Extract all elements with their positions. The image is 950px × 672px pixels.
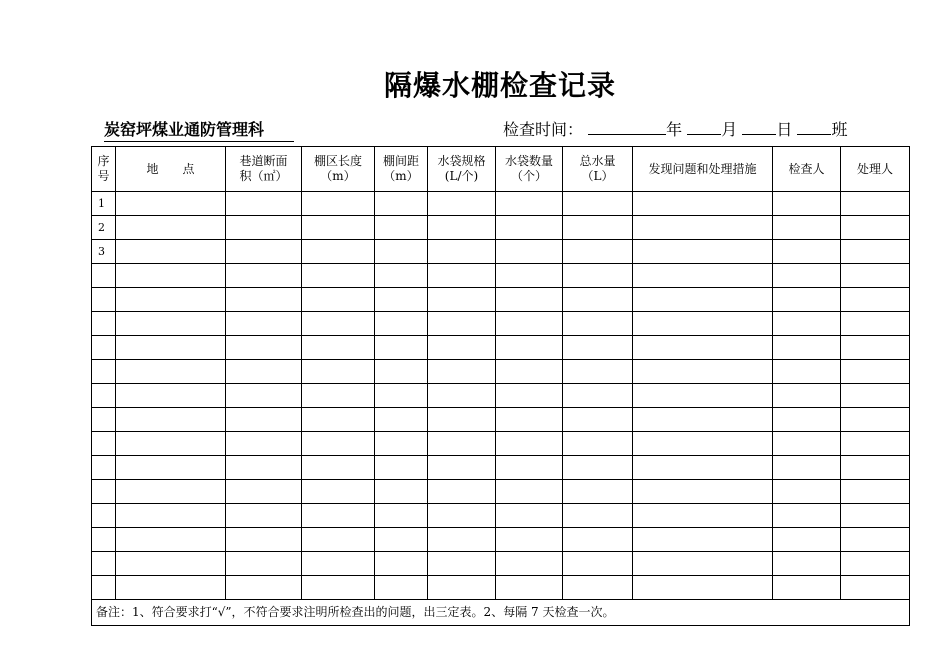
table-cell[interactable] — [563, 552, 633, 576]
table-cell[interactable] — [428, 408, 496, 432]
table-cell[interactable] — [633, 312, 773, 336]
table-cell[interactable] — [841, 264, 910, 288]
table-cell[interactable] — [496, 432, 563, 456]
table-cell[interactable] — [841, 288, 910, 312]
table-cell[interactable] — [563, 480, 633, 504]
table-cell[interactable] — [302, 432, 375, 456]
table-cell[interactable] — [116, 240, 226, 264]
table-cell[interactable] — [841, 432, 910, 456]
table-cell[interactable] — [226, 360, 302, 384]
header-bag-spec: 水袋规格 (L/个) — [428, 147, 496, 192]
table-cell[interactable] — [773, 336, 841, 360]
table-cell[interactable] — [633, 216, 773, 240]
header-total-water: 总水量 （L） — [563, 147, 633, 192]
table-cell[interactable] — [302, 336, 375, 360]
month-blank[interactable] — [687, 120, 721, 135]
header-bag-count: 水袋数量 （个） — [496, 147, 563, 192]
table-cell[interactable] — [302, 408, 375, 432]
table-row — [92, 288, 910, 312]
table-cell[interactable] — [302, 384, 375, 408]
table-cell[interactable] — [428, 264, 496, 288]
table-cell[interactable] — [428, 432, 496, 456]
table-cell[interactable] — [116, 456, 226, 480]
table-cell[interactable] — [841, 240, 910, 264]
row-number — [92, 456, 116, 480]
table-cell[interactable] — [226, 384, 302, 408]
table-cell[interactable] — [375, 504, 428, 528]
table-cell[interactable] — [375, 192, 428, 216]
table-cell[interactable] — [375, 432, 428, 456]
table-cell[interactable] — [773, 408, 841, 432]
table-cell[interactable] — [633, 528, 773, 552]
table-cell[interactable] — [428, 240, 496, 264]
table-cell[interactable] — [563, 576, 633, 600]
table-cell[interactable] — [496, 504, 563, 528]
table-row — [92, 240, 910, 264]
table-cell[interactable] — [496, 336, 563, 360]
table-cell[interactable] — [773, 264, 841, 288]
table-cell[interactable] — [563, 456, 633, 480]
table-cell[interactable] — [841, 408, 910, 432]
table-cell[interactable] — [496, 264, 563, 288]
table-cell[interactable] — [375, 552, 428, 576]
table-cell[interactable] — [633, 408, 773, 432]
table-cell[interactable] — [841, 576, 910, 600]
table-cell[interactable] — [773, 360, 841, 384]
shift-blank[interactable] — [797, 120, 831, 135]
row-number: 2 — [92, 216, 116, 240]
table-cell[interactable] — [563, 264, 633, 288]
table-cell[interactable] — [302, 360, 375, 384]
table-cell[interactable] — [633, 264, 773, 288]
row-number — [92, 480, 116, 504]
table-row — [92, 552, 910, 576]
row-number: 1 — [92, 192, 116, 216]
row-number — [92, 312, 116, 336]
table-cell[interactable] — [563, 240, 633, 264]
table-cell[interactable] — [496, 528, 563, 552]
table-row — [92, 192, 910, 216]
table-cell[interactable] — [633, 504, 773, 528]
table-cell[interactable] — [116, 216, 226, 240]
table-cell[interactable] — [375, 312, 428, 336]
table-cell[interactable] — [841, 360, 910, 384]
department-label: 炭窑坪煤业通防管理科 — [104, 117, 294, 142]
table-cell[interactable] — [563, 216, 633, 240]
header-handler: 处理人 — [841, 147, 910, 192]
row-number: 3 — [92, 240, 116, 264]
table-cell[interactable] — [116, 432, 226, 456]
table-cell[interactable] — [773, 528, 841, 552]
day-label: 日 — [776, 120, 793, 139]
table-cell[interactable] — [563, 504, 633, 528]
table-cell[interactable] — [302, 312, 375, 336]
table-cell[interactable] — [375, 360, 428, 384]
header-row — [92, 147, 910, 192]
table-cell[interactable] — [428, 456, 496, 480]
table-cell[interactable] — [496, 192, 563, 216]
header-seq: 序 号 — [92, 147, 116, 192]
table-cell[interactable] — [633, 384, 773, 408]
header-section-area: 巷道断面 积（㎡） — [226, 147, 302, 192]
table-cell[interactable] — [226, 552, 302, 576]
table-row — [92, 384, 910, 408]
table-cell[interactable] — [496, 240, 563, 264]
table-cell[interactable] — [302, 456, 375, 480]
row-number — [92, 360, 116, 384]
row-number — [92, 504, 116, 528]
table-cell[interactable] — [428, 312, 496, 336]
header-shed-length: 棚区长度 （m） — [302, 147, 375, 192]
table-cell[interactable] — [633, 480, 773, 504]
table-cell[interactable] — [563, 408, 633, 432]
table-row — [92, 360, 910, 384]
table-cell[interactable] — [841, 336, 910, 360]
table-cell[interactable] — [773, 552, 841, 576]
table-cell[interactable] — [428, 576, 496, 600]
table-row — [92, 456, 910, 480]
inspection-table — [91, 146, 910, 626]
table-cell[interactable] — [302, 288, 375, 312]
table-cell[interactable] — [375, 216, 428, 240]
table-cell[interactable] — [496, 216, 563, 240]
table-cell[interactable] — [841, 216, 910, 240]
table-cell[interactable] — [116, 552, 226, 576]
header-inspector: 检查人 — [773, 147, 841, 192]
table-cell[interactable] — [841, 192, 910, 216]
table-cell[interactable] — [428, 528, 496, 552]
header-issues: 发现问题和处理措施 — [633, 147, 773, 192]
day-blank[interactable] — [742, 120, 776, 135]
table-cell[interactable] — [773, 480, 841, 504]
table-cell[interactable] — [841, 312, 910, 336]
row-number — [92, 432, 116, 456]
row-number — [92, 384, 116, 408]
table-cell[interactable] — [633, 192, 773, 216]
table-cell[interactable] — [226, 264, 302, 288]
shift-label: 班 — [831, 120, 848, 139]
table-cell[interactable] — [428, 384, 496, 408]
table-cell[interactable] — [633, 432, 773, 456]
table-cell[interactable] — [302, 552, 375, 576]
table-cell[interactable] — [375, 480, 428, 504]
table-cell[interactable] — [563, 192, 633, 216]
table-cell[interactable] — [116, 336, 226, 360]
row-number — [92, 264, 116, 288]
table-cell[interactable] — [302, 192, 375, 216]
note-row — [92, 600, 910, 626]
table-row — [92, 336, 910, 360]
header-shed-spacing: 棚间距 （m） — [375, 147, 428, 192]
table-cell[interactable] — [116, 264, 226, 288]
table-cell[interactable] — [563, 528, 633, 552]
table-cell[interactable] — [496, 384, 563, 408]
table-cell[interactable] — [375, 456, 428, 480]
table-cell[interactable] — [496, 480, 563, 504]
row-number — [92, 528, 116, 552]
table-cell[interactable] — [375, 240, 428, 264]
table-row — [92, 312, 910, 336]
table-cell[interactable] — [116, 312, 226, 336]
table-cell[interactable] — [773, 504, 841, 528]
row-number — [92, 576, 116, 600]
table-cell[interactable] — [773, 288, 841, 312]
row-number — [92, 336, 116, 360]
table-cell[interactable] — [226, 408, 302, 432]
table-cell[interactable] — [302, 504, 375, 528]
table-cell[interactable] — [633, 456, 773, 480]
table-cell[interactable] — [563, 432, 633, 456]
table-cell[interactable] — [496, 552, 563, 576]
table-cell[interactable] — [116, 528, 226, 552]
table-cell[interactable] — [302, 216, 375, 240]
table-cell[interactable] — [773, 576, 841, 600]
year-blank[interactable] — [588, 120, 666, 135]
table-cell[interactable] — [226, 312, 302, 336]
row-number — [92, 552, 116, 576]
table-cell[interactable] — [116, 408, 226, 432]
table-cell[interactable] — [773, 432, 841, 456]
table-cell[interactable] — [226, 216, 302, 240]
table-cell[interactable] — [841, 528, 910, 552]
table-cell[interactable] — [226, 192, 302, 216]
table-cell[interactable] — [496, 360, 563, 384]
table-cell[interactable] — [375, 288, 428, 312]
table-cell[interactable] — [633, 576, 773, 600]
table-cell[interactable] — [116, 288, 226, 312]
table-cell[interactable] — [302, 480, 375, 504]
table-cell[interactable] — [496, 288, 563, 312]
check-time-label: 检查时间： — [503, 120, 584, 139]
table-cell[interactable] — [841, 552, 910, 576]
table-cell[interactable] — [226, 240, 302, 264]
table-row — [92, 504, 910, 528]
table-cell[interactable] — [428, 552, 496, 576]
table-cell[interactable] — [841, 384, 910, 408]
table-cell[interactable] — [302, 240, 375, 264]
table-cell[interactable] — [633, 336, 773, 360]
table-cell[interactable] — [428, 480, 496, 504]
note-text: 备注：1、符合要求打“√”，不符合要求注明所检查出的问题，出三定表。2、每隔 7 天检查一次。 — [92, 600, 910, 626]
table-cell[interactable] — [428, 336, 496, 360]
table-row — [92, 576, 910, 600]
table-row — [92, 528, 910, 552]
table-cell[interactable] — [841, 480, 910, 504]
table-cell[interactable] — [773, 384, 841, 408]
table-cell[interactable] — [563, 312, 633, 336]
table-cell[interactable] — [563, 360, 633, 384]
table-cell[interactable] — [116, 360, 226, 384]
table-row — [92, 264, 910, 288]
table-cell[interactable] — [375, 336, 428, 360]
table-cell[interactable] — [496, 576, 563, 600]
year-label: 年 — [666, 120, 683, 139]
table-cell[interactable] — [116, 192, 226, 216]
table-cell[interactable] — [428, 192, 496, 216]
table-cell[interactable] — [496, 408, 563, 432]
table-cell[interactable] — [841, 456, 910, 480]
table-cell[interactable] — [375, 528, 428, 552]
table-cell[interactable] — [773, 312, 841, 336]
check-time-line — [503, 117, 847, 140]
table-cell[interactable] — [633, 552, 773, 576]
table-cell[interactable] — [226, 480, 302, 504]
table-cell[interactable] — [841, 504, 910, 528]
table-cell[interactable] — [302, 576, 375, 600]
table-cell[interactable] — [563, 384, 633, 408]
table-cell[interactable] — [226, 288, 302, 312]
header-location: 地点 — [116, 147, 226, 192]
table-row — [92, 480, 910, 504]
table-cell[interactable] — [428, 216, 496, 240]
table-row — [92, 432, 910, 456]
table-cell[interactable] — [428, 288, 496, 312]
table-cell[interactable] — [633, 360, 773, 384]
table-cell[interactable] — [773, 240, 841, 264]
table-cell[interactable] — [428, 360, 496, 384]
table-cell[interactable] — [116, 480, 226, 504]
table-cell[interactable] — [633, 288, 773, 312]
table-cell[interactable] — [226, 456, 302, 480]
table-cell[interactable] — [496, 312, 563, 336]
table-cell[interactable] — [116, 576, 226, 600]
table-cell[interactable] — [428, 504, 496, 528]
table-cell[interactable] — [226, 432, 302, 456]
table-cell[interactable] — [773, 192, 841, 216]
table-cell[interactable] — [302, 264, 375, 288]
month-label: 月 — [721, 120, 738, 139]
table-cell[interactable] — [773, 216, 841, 240]
table-cell[interactable] — [563, 288, 633, 312]
table-cell[interactable] — [375, 408, 428, 432]
table-cell[interactable] — [226, 576, 302, 600]
table-cell[interactable] — [773, 456, 841, 480]
table-cell[interactable] — [116, 504, 226, 528]
table-row — [92, 216, 910, 240]
table-cell[interactable] — [226, 528, 302, 552]
row-number — [92, 408, 116, 432]
table-cell[interactable] — [302, 528, 375, 552]
page-title: 隔爆水棚检查记录 — [383, 69, 616, 102]
row-number — [92, 288, 116, 312]
table-cell[interactable] — [375, 384, 428, 408]
table-cell[interactable] — [633, 240, 773, 264]
table-row — [92, 408, 910, 432]
table-cell[interactable] — [116, 384, 226, 408]
table-cell[interactable] — [226, 336, 302, 360]
table-cell[interactable] — [496, 456, 563, 480]
table-cell[interactable] — [226, 504, 302, 528]
table-cell[interactable] — [375, 576, 428, 600]
table-cell[interactable] — [563, 336, 633, 360]
table-cell[interactable] — [375, 264, 428, 288]
